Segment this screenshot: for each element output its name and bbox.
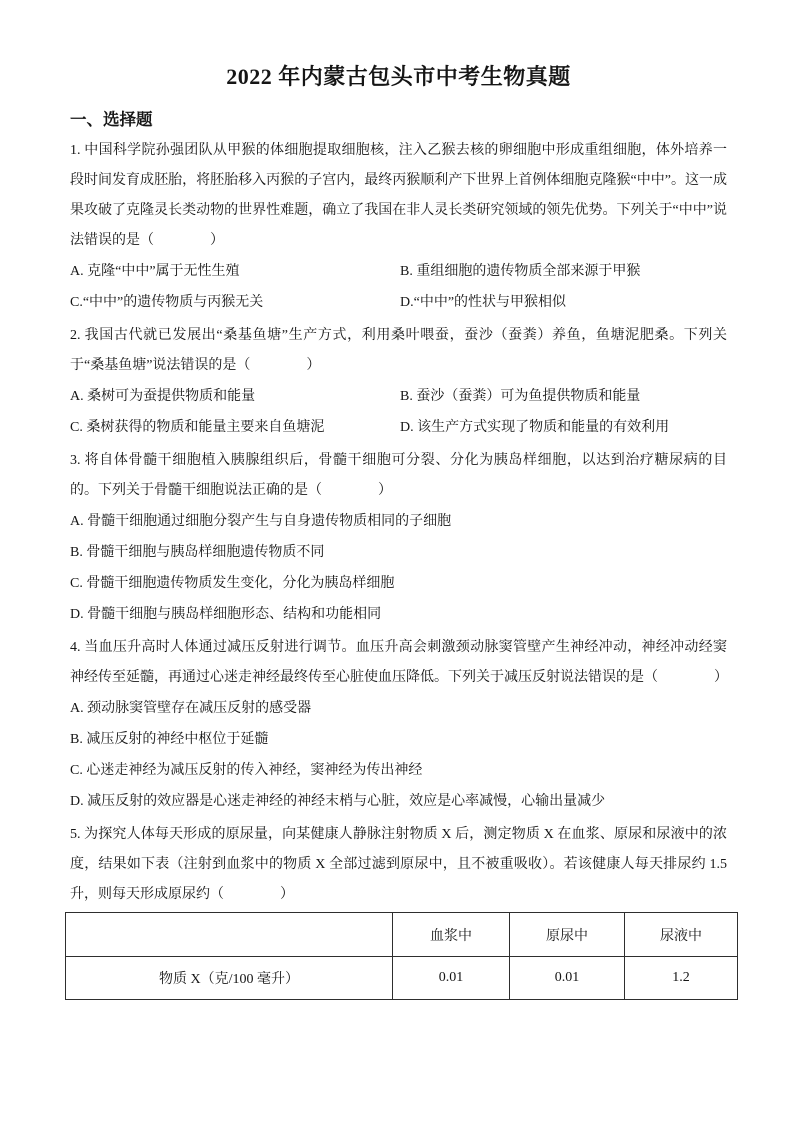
table-row <box>66 957 738 1000</box>
question-4-option-b: B. 减压反射的神经中枢位于延髓 <box>70 732 269 747</box>
question-1-option-a: A. 克隆“中中”属于无性生殖 <box>70 264 240 279</box>
table-header-plasma: 血浆中 <box>393 913 510 957</box>
question-1-option-c: C.“中中”的遗传物质与丙猴无关 <box>70 295 264 310</box>
question-1-options <box>70 256 727 318</box>
substance-x-concentration-table <box>65 912 738 1000</box>
question-3-option-d: D. 骨髓干细胞与胰岛样细胞形态、结构和功能相同 <box>70 607 382 622</box>
question-4-options <box>70 693 727 817</box>
table-header-empty <box>66 913 393 957</box>
question-2-option-c: C. 桑树获得的物质和能量主要来自鱼塘泥 <box>70 420 325 435</box>
question-4 <box>70 633 727 817</box>
table-cell-substance-label: 物质 X（克/100 毫升） <box>66 957 393 1000</box>
section-heading-multiple-choice: 一、选择题 <box>70 110 153 129</box>
table-header-row <box>66 913 738 957</box>
table-cell-primary-urine-value: 0.01 <box>510 957 625 1000</box>
table-cell-plasma-value: 0.01 <box>393 957 510 1000</box>
question-2-options <box>70 381 727 443</box>
question-3-option-b: B. 骨髓干细胞与胰岛样细胞遗传物质不同 <box>70 545 325 560</box>
question-2-body: 2. 我国古代就已发展出“桑基鱼塘”生产方式，利用桑叶喂蚕，蚕沙（蚕粪）养鱼，鱼塘泥肥桑。下列关于“桑基鱼塘”说法错误的是（ ） <box>70 328 727 373</box>
question-3-option-a: A. 骨髓干细胞通过细胞分裂产生与自身遗传物质相同的子细胞 <box>70 514 452 529</box>
question-1-option-d: D.“中中”的性状与甲猴相似 <box>400 295 567 310</box>
question-1-body: 1. 中国科学院孙强团队从甲猴的体细胞提取细胞核，注入乙猴去核的卵细胞中形成重组细胞，体外培养一段时间发育成胚胎，将胚胎移入丙猴的子宫内，最终丙猴顺利产下世界上首例体细胞克隆猴“中中”。这一成果攻破了克隆灵长类动物的世界性难题，确立了我国在非人灵长类研究领域的领先优势。下列关于“中中”说法错误的是（ ） <box>70 143 727 248</box>
question-1 <box>70 136 727 318</box>
question-2-option-a: A. 桑树可为蚕提供物质和能量 <box>70 389 256 404</box>
question-4-option-d: D. 减压反射的效应器是心迷走神经的神经末梢与心脏，效应是心率减慢，心输出量减少 <box>70 794 606 809</box>
table-header-primary-urine: 原尿中 <box>510 913 625 957</box>
question-4-body: 4. 当血压升高时人体通过减压反射进行调节。血压升高会刺激颈动脉窦管壁产生神经冲动，神经冲动经窦神经传至延髓，再通过心迷走神经最终传至心脏使血压降低。下列关于减压反射说法错误的是（ ） <box>70 640 728 685</box>
question-3 <box>70 446 727 630</box>
question-3-options <box>70 506 727 630</box>
question-3-option-c: C. 骨髓干细胞遗传物质发生变化，分化为胰岛样细胞 <box>70 576 395 591</box>
table-cell-urine-value: 1.2 <box>625 957 738 1000</box>
question-4-option-a: A. 颈动脉窦管壁存在减压反射的感受器 <box>70 701 312 716</box>
question-3-body: 3. 将自体骨髓干细胞植入胰腺组织后，骨髓干细胞可分裂、分化为胰岛样细胞，以达到治疗糖尿病的目的。下列关于骨髓干细胞说法正确的是（ ） <box>70 453 727 498</box>
document-content <box>70 0 727 1000</box>
question-1-option-b: B. 重组细胞的遗传物质全部来源于甲猴 <box>400 264 641 279</box>
question-2-option-b: B. 蚕沙（蚕粪）可为鱼提供物质和能量 <box>400 389 641 404</box>
document-title: 2022 年内蒙古包头市中考生物真题 <box>226 64 571 89</box>
table-header-urine: 尿液中 <box>625 913 738 957</box>
question-5-body: 5. 为探究人体每天形成的原尿量，向某健康人静脉注射物质 X 后，测定物质 X 在血浆、原尿和尿液中的浓度，结果如下表（注射到血浆中的物质 X 全部过滤到原尿中，且不被重吸收）。若该健康人每天排尿约 1.5 升，则每天形成原尿约（ ） <box>70 827 727 902</box>
question-2-option-d: D. 该生产方式实现了物质和能量的有效利用 <box>400 420 670 435</box>
question-2 <box>70 321 727 443</box>
question-4-option-c: C. 心迷走神经为减压反射的传入神经，窦神经为传出神经 <box>70 763 423 778</box>
question-5 <box>70 820 727 1000</box>
